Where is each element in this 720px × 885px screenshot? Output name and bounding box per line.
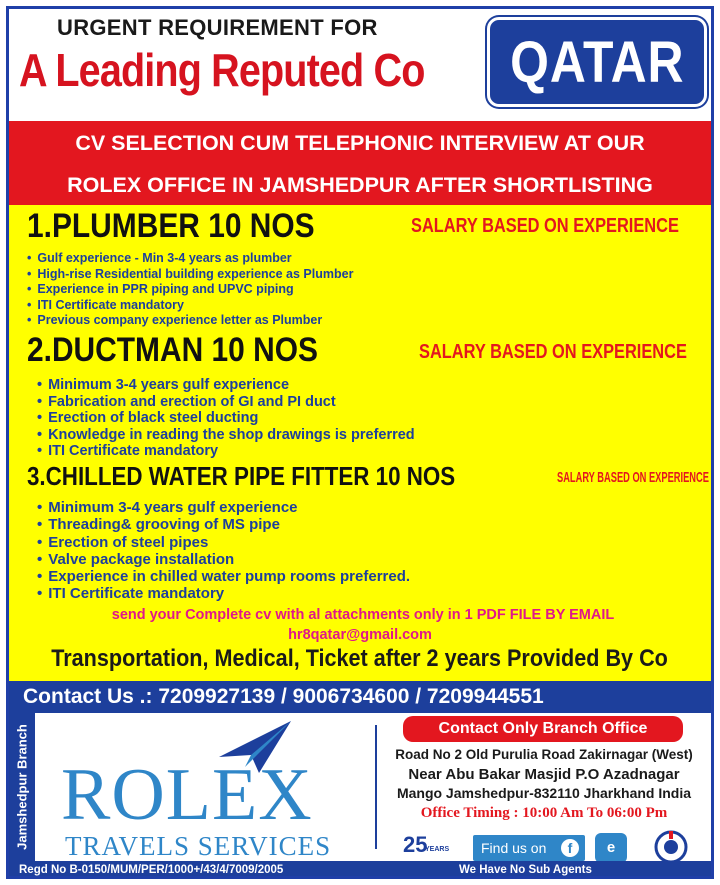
app-icon[interactable]: e — [595, 833, 627, 863]
position-title-ductman: 2.DUCTMAN 10 NOS — [27, 331, 318, 369]
no-sub-agents-note: We Have No Sub Agents — [459, 864, 592, 876]
pipe-fitter-requirements — [37, 499, 410, 603]
salary-note-plumber: SALARY BASED ON EXPERIENCE — [411, 215, 679, 237]
benefits-line — [9, 645, 711, 673]
government-emblem-icon — [653, 829, 689, 865]
facebook-icon: f — [561, 839, 579, 857]
benefits-text: Transportation, Medical, Ticket after 2 years Provided By Co — [51, 645, 669, 672]
country-badge — [487, 17, 707, 107]
anniversary-label: YEARS — [425, 846, 450, 853]
position-title-pipe-fitter: 3.CHILLED WATER PIPE FITTER 10 NOS — [27, 461, 456, 491]
address-line-1: Road No 2 Old Purulia Road Zakirnagar (West) — [395, 747, 693, 762]
find-us-facebook[interactable] — [473, 835, 585, 861]
list-item: • Gulf experience - Min 3-4 years as plumber — [27, 251, 353, 267]
logo-tagline: TRAVELS SERVICES — [65, 831, 332, 861]
interview-banner — [9, 121, 711, 205]
list-item: • ITI Certificate mandatory — [37, 443, 415, 460]
list-item: • Valve package installation — [37, 551, 410, 568]
list-item: • Erection of black steel ducting — [37, 410, 415, 427]
branch-side-tab — [9, 713, 35, 861]
list-item: • Minimum 3-4 years gulf experience — [37, 499, 410, 516]
list-item: • Threading& grooving of MS pipe — [37, 516, 410, 533]
list-item: • ITI Certificate mandatory — [27, 298, 353, 314]
list-item: • ITI Certificate mandatory — [37, 585, 410, 602]
branch-side-label: Jamshedpur Branch — [14, 724, 30, 850]
anniversary-number: 25 — [403, 832, 428, 857]
registration-number: Regd No B-0150/MUM/PER/1000+/43/4/7009/2005 — [19, 864, 284, 876]
company-logo — [35, 713, 371, 861]
list-item: • Erection of steel pipes — [37, 534, 410, 551]
banner-line-1: CV SELECTION CUM TELEPHONIC INTERVIEW AT OUR — [75, 131, 645, 155]
banner-line-2: ROLEX OFFICE IN JAMSHEDPUR AFTER SHORTLISTING — [67, 173, 653, 197]
country-label: QATAR — [509, 29, 685, 95]
address-line-3: Mango Jamshedpur-832110 Jharkhand India — [396, 785, 692, 801]
registration-bar — [9, 861, 711, 879]
job-poster — [6, 6, 714, 879]
apply-email[interactable]: hr8qatar@gmail.com — [288, 627, 432, 643]
contact-numbers[interactable]: Contact Us .: 7209927139 / 9006734600 / 7209944551 — [9, 681, 711, 713]
address-line-2: Near Abu Bakar Masjid P.O Azadnagar — [408, 766, 680, 783]
company-headline: A Leading Reputed Co — [19, 44, 425, 96]
apply-instruction: send your Complete cv with al attachments only in 1 PDF FILE BY EMAIL — [111, 607, 615, 623]
find-us-label: Find us on — [481, 840, 547, 856]
branch-office-label: Contact Only Branch Office — [403, 716, 683, 742]
position-title-plumber: 1.PLUMBER 10 NOS — [27, 207, 315, 245]
list-item: • Fabrication and erection of GI and PI duct — [37, 394, 415, 411]
list-item: • Experience in chilled water pump rooms preferred. — [37, 568, 410, 585]
plumber-requirements — [27, 251, 353, 329]
poster-header — [9, 9, 711, 117]
list-item: • Previous company experience letter as Plumber — [27, 313, 353, 329]
anniversary-badge — [401, 832, 465, 862]
urgent-requirement-text: URGENT REQUIREMENT FOR — [57, 15, 378, 40]
list-item: • Experience in PPR piping and UPVC piping — [27, 282, 353, 298]
positions-section — [9, 205, 711, 681]
ductman-requirements — [37, 377, 415, 460]
list-item: • Knowledge in reading the shop drawings is preferred — [37, 427, 415, 444]
footer-divider — [375, 725, 377, 849]
list-item: • Minimum 3-4 years gulf experience — [37, 377, 415, 394]
list-item: • High-rise Residential building experience as Plumber — [27, 267, 353, 283]
logo-wordmark: ROLEX — [61, 754, 313, 836]
salary-note-pipe-fitter: SALARY BASED ON EXPERIENCE — [557, 469, 709, 486]
salary-note-ductman: SALARY BASED ON EXPERIENCE — [419, 341, 687, 363]
office-timing: Office Timing : 10:00 Am To 06:00 Pm — [420, 805, 668, 821]
